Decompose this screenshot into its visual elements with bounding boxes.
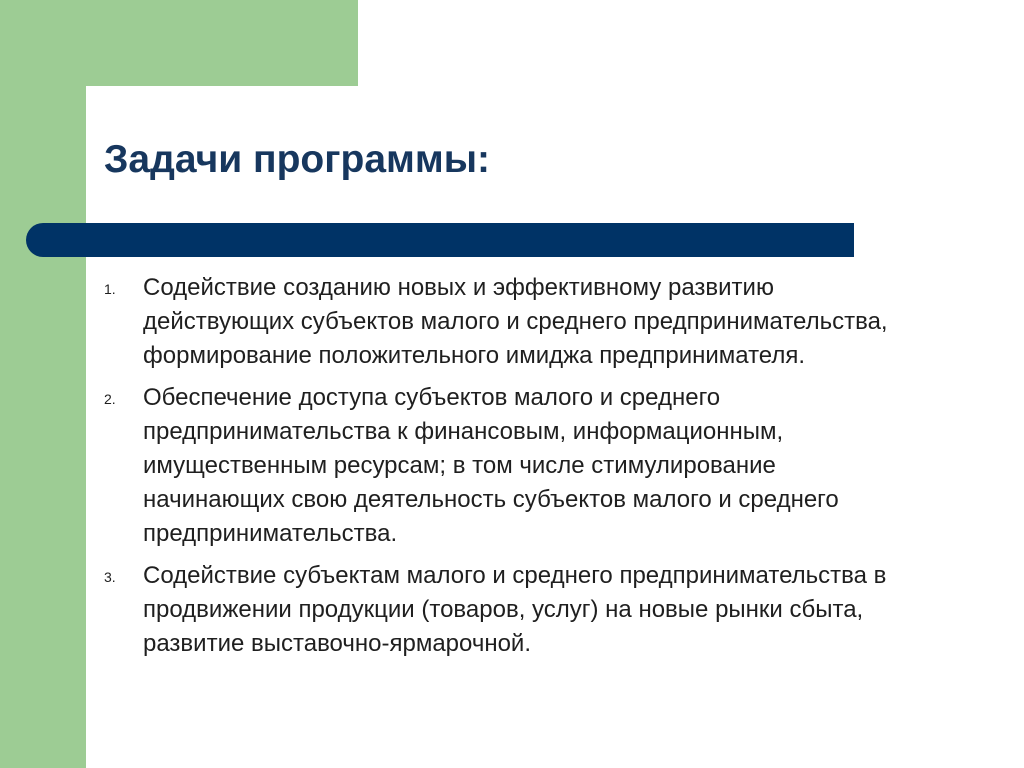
task-number: 3.: [104, 569, 116, 585]
task-item-2: [0, 381, 1024, 551]
task-text: Содействие субъектам малого и среднего предпринимательства в продвижении продукции (товаров, услуг) на новые рынки сбыта, развитие выставочно-ярмарочной.: [143, 562, 887, 657]
title-divider-bar: [26, 223, 854, 257]
slide-title: Задачи программы:: [104, 138, 491, 181]
task-number: 2.: [104, 391, 116, 407]
task-text: Содействие созданию новых и эффективному развитию действующих субъектов малого и среднего предпринимательства, формирование положительного имиджа предпринимателя.: [143, 274, 888, 369]
task-text: Обеспечение доступа субъектов малого и среднего предпринимательства к финансовым, информационным, имущественным ресурсам; в том числе стимулирование начинающих свою деятельность субъектов малого и среднего предпринимательства.: [143, 384, 839, 547]
task-item-1: [0, 271, 1024, 373]
task-number: 1.: [104, 281, 116, 297]
task-list: [0, 271, 1024, 669]
task-item-3: [0, 559, 1024, 661]
